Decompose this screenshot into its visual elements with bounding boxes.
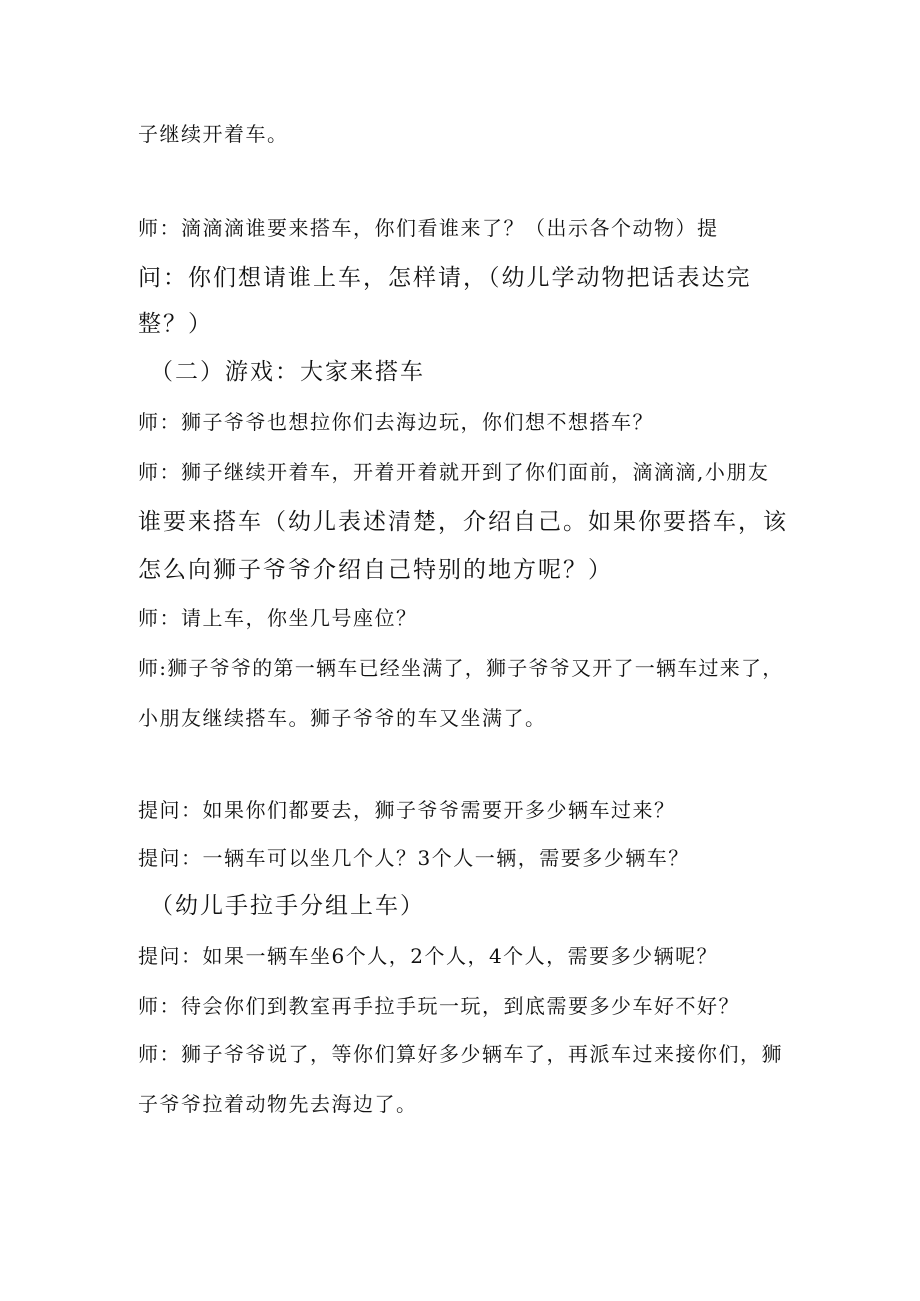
text-line-4: 整？） — [138, 311, 213, 337]
text-line-7: 师：狮子继续开着车，开着开着就开到了你们面前，滴滴滴,小朋友 — [138, 460, 770, 484]
text-line-17: 师：待会你们到教室再手拉手玩一玩，到底需要多少车好不好？ — [138, 994, 740, 1018]
text-line-14: 提问：一辆车可以坐几个人？3个人一辆，需要多少辆车？ — [138, 846, 690, 870]
text-line-19: 子爷爷拉着动物先去海边了。 — [138, 1092, 418, 1116]
text-line-3: 问：你们想请谁上车，怎样请，（幼儿学动物把话表达完 — [138, 265, 752, 291]
text-line-15: （幼儿手拉手分组上车） — [150, 893, 425, 919]
text-line-11: 师:狮子爷爷的第一辆车已经坐满了，狮子爷爷又开了一辆车过来了， — [138, 656, 784, 680]
text-line-8: 谁要来搭车（幼儿表述清楚，介绍自己。如果你要搭车，该 — [138, 509, 788, 535]
section-heading: （二）游戏：大家来搭车 — [150, 359, 425, 385]
text-line-1: 子继续开着车。 — [138, 122, 289, 146]
text-line-18: 师：狮子爷爷说了，等你们算好多少辆车了，再派车过来接你们，狮 — [138, 1042, 783, 1066]
text-line-13: 提问：如果你们都要去，狮子爷爷需要开多少辆车过来？ — [138, 798, 676, 822]
text-line-10: 师：请上车，你坐几号座位？ — [138, 606, 418, 630]
text-line-16: 提问：如果一辆车坐6个人，2个人，4个人，需要多少辆呢？ — [138, 944, 719, 968]
text-line-9: 怎么向狮子爷爷介绍自己特别的地方呢？） — [138, 557, 613, 583]
text-line-2: 师：滴滴滴谁要来搭车，你们看谁来了？（出示各个动物）提 — [138, 216, 719, 240]
text-line-12: 小朋友继续搭车。狮子爷爷的车又坐满了。 — [138, 706, 547, 730]
text-line-6: 师：狮子爷爷也想拉你们去海边玩，你们想不想搭车？ — [138, 410, 654, 434]
